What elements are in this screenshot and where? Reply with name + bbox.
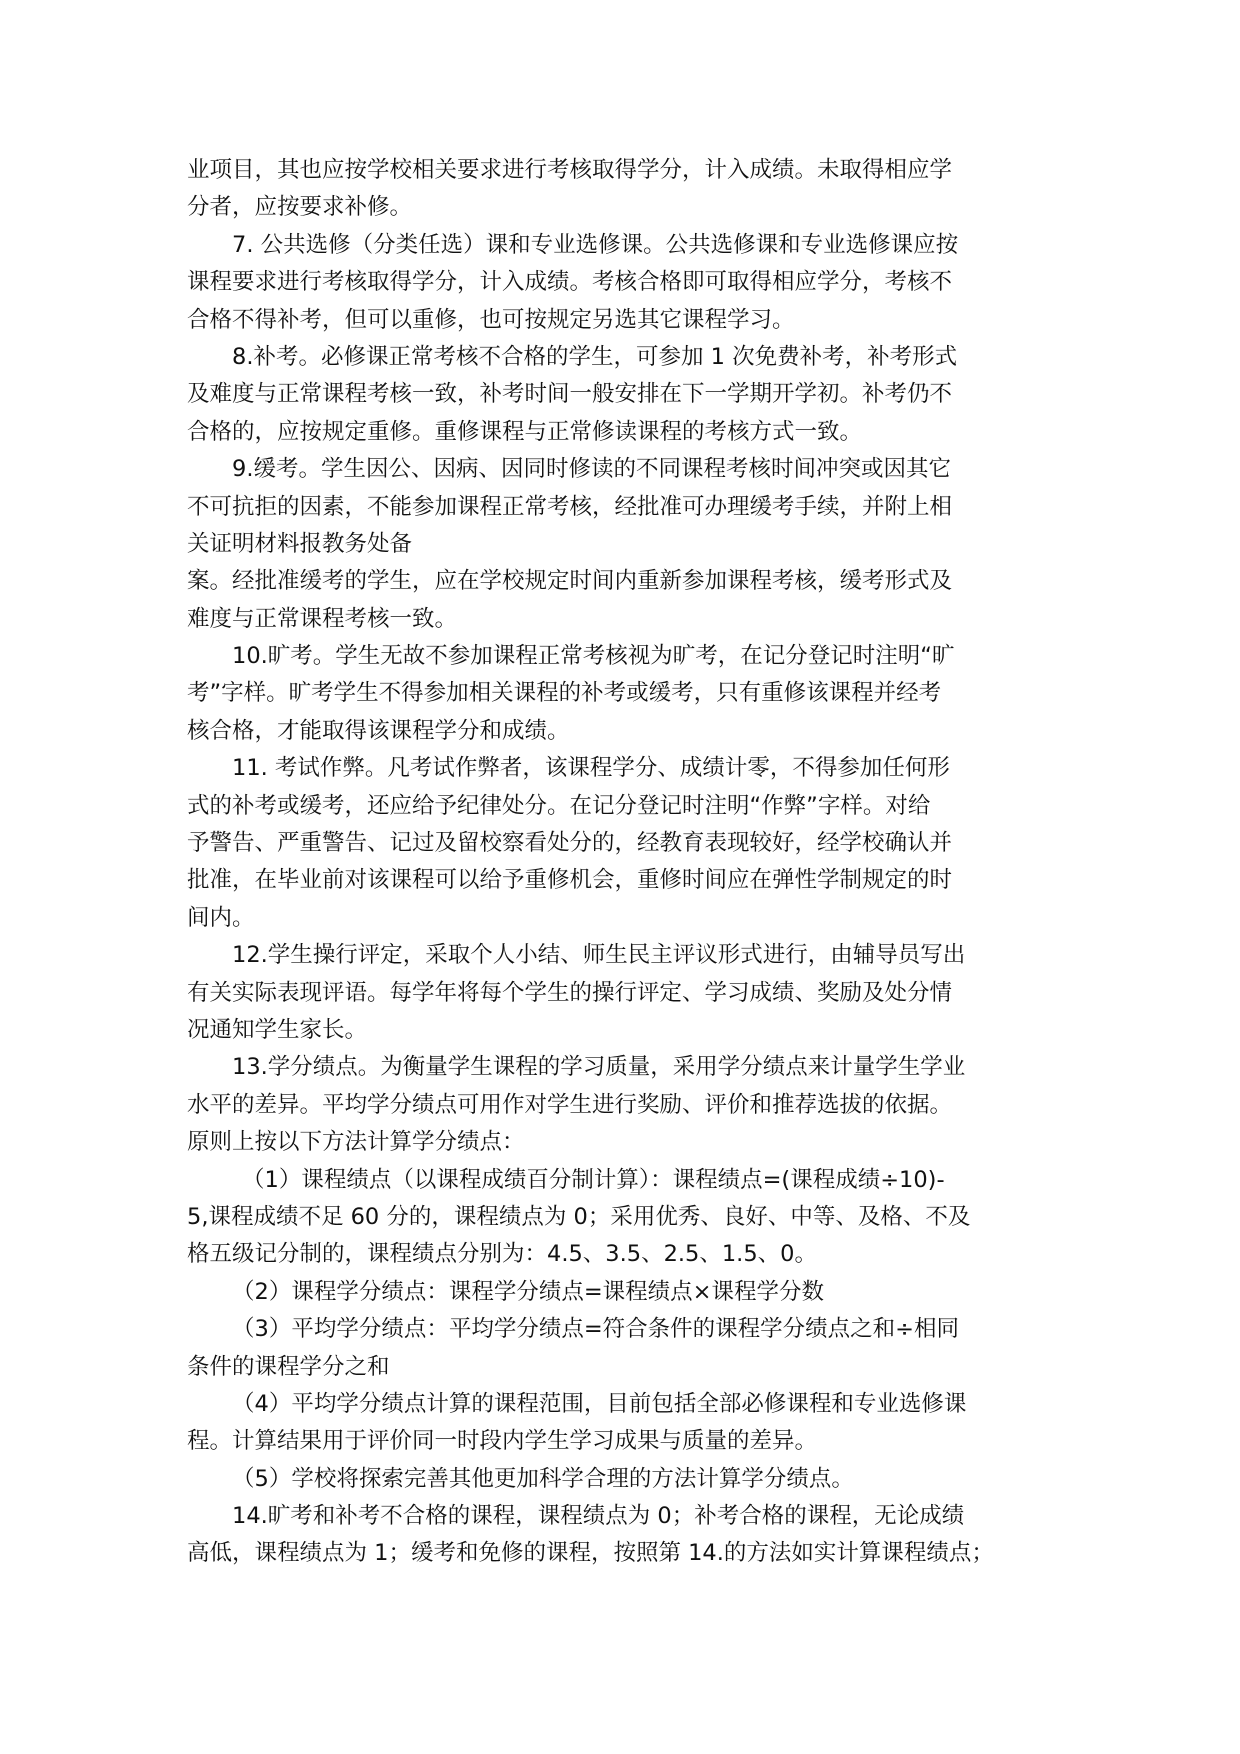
- text-line: 予警告、严重警告、记过及留校察看处分的，经教育表现较好，经学校确认并: [187, 830, 953, 857]
- text-line: （2）课程学分绩点：课程学分绩点=课程绩点×课程学分数: [232, 1278, 825, 1305]
- text-line: 格五级记分制的，课程绩点分别为：4.5、3.5、2.5、1.5、0。: [187, 1241, 817, 1268]
- text-line: 10.旷考。学生无故不参加课程正常考核视为旷考，在记分登记时注明“旷: [232, 643, 955, 670]
- text-line: 难度与正常课程考核一致。: [187, 605, 458, 632]
- text-line: 课程要求进行考核取得学分，计入成绩。考核合格即可取得相应学分，考核不: [187, 269, 953, 296]
- text-line: 核合格，才能取得该课程学分和成绩。: [187, 717, 570, 744]
- text-line: 考”字样。旷考学生不得参加相关课程的补考或缓考，只有重修该课程并经考: [187, 680, 942, 707]
- text-line: 合格不得补考，但可以重修，也可按规定另选其它课程学习。: [187, 306, 795, 333]
- text-line: 11. 考试作弊。凡考试作弊者，该课程学分、成绩计零，不得参加任何形: [232, 755, 950, 782]
- text-line: 13.学分绩点。为衡量学生课程的学习质量，采用学分绩点来计量学生学业: [232, 1054, 966, 1081]
- text-line: 8.补考。必修课正常考核不合格的学生，可参加 1 次免费补考，补考形式: [232, 343, 958, 370]
- text-line: 12.学生操行评定，采取个人小结、师生民主评议形式进行，由辅导员写出: [232, 942, 966, 969]
- text-line: 水平的差异。平均学分绩点可用作对学生进行奖励、评价和推荐选拔的依据。: [187, 1091, 953, 1118]
- text-line: 14.旷考和补考不合格的课程，课程绩点为 0；补考合格的课程，无论成绩: [232, 1503, 965, 1530]
- text-line: 高低，课程绩点为 1；缓考和免修的课程，按照第 14.的方法如实计算课程绩点；: [187, 1540, 994, 1567]
- text-line: 9.缓考。学生因公、因病、因同时修读的不同课程考核时间冲突或因其它: [232, 456, 951, 483]
- text-line: 间内。: [187, 904, 255, 931]
- text-line: 5,课程成绩不足 60 分的，课程绩点为 0；采用优秀、良好、中等、及格、不及: [187, 1203, 971, 1230]
- text-line: 程。计算结果用于评价同一时段内学生学习成果与质量的差异。: [187, 1428, 818, 1455]
- text-line: 及难度与正常课程考核一致，补考时间一般安排在下一学期开学初。补考仍不: [187, 381, 953, 408]
- text-line: 批准，在毕业前对该课程可以给予重修机会，重修时间应在弹性学制规定的时: [187, 867, 953, 894]
- text-line: 7. 公共选修（分类任选）课和专业选修课。公共选修课和专业选修课应按: [232, 231, 959, 258]
- text-line: （4）平均学分绩点计算的课程范围，目前包括全部必修课程和专业选修课: [232, 1390, 967, 1417]
- text-line: （5）学校将探索完善其他更加科学合理的方法计算学分绩点。: [232, 1465, 854, 1492]
- text-line: 案。经批准缓考的学生，应在学校规定时间内重新参加课程考核，缓考形式及: [187, 568, 953, 595]
- text-line: 式的补考或缓考，还应给予纪律处分。在记分登记时注明“作弊”字样。对给: [187, 792, 931, 819]
- text-line: 况通知学生家长。: [187, 1016, 368, 1043]
- text-line: 原则上按以下方法计算学分绩点：: [187, 1129, 525, 1156]
- text-line: 关证明材料报教务处备: [187, 530, 413, 557]
- text-line: 条件的课程学分之和: [187, 1353, 390, 1380]
- text-line: （3）平均学分绩点：平均学分绩点=符合条件的课程学分绩点之和÷相同: [232, 1316, 960, 1343]
- text-line: 不可抗拒的因素，不能参加课程正常考核，经批准可办理缓考手续，并附上相: [187, 493, 953, 520]
- text-line: 业项目，其也应按学校相关要求进行考核取得学分，计入成绩。未取得相应学: [187, 157, 953, 183]
- text-line: 合格的，应按规定重修。重修课程与正常修读课程的考核方式一致。: [187, 418, 863, 445]
- text-line: 有关实际表现评语。每学年将每个学生的操行评定、学习成绩、奖励及处分情: [187, 979, 953, 1006]
- text-line: （1）课程绩点（以课程成绩百分制计算）：课程绩点=(课程成绩÷10)-: [242, 1166, 945, 1193]
- text-line: 分者，应按要求补修。: [187, 194, 413, 221]
- document-body: [187, 152, 1067, 1573]
